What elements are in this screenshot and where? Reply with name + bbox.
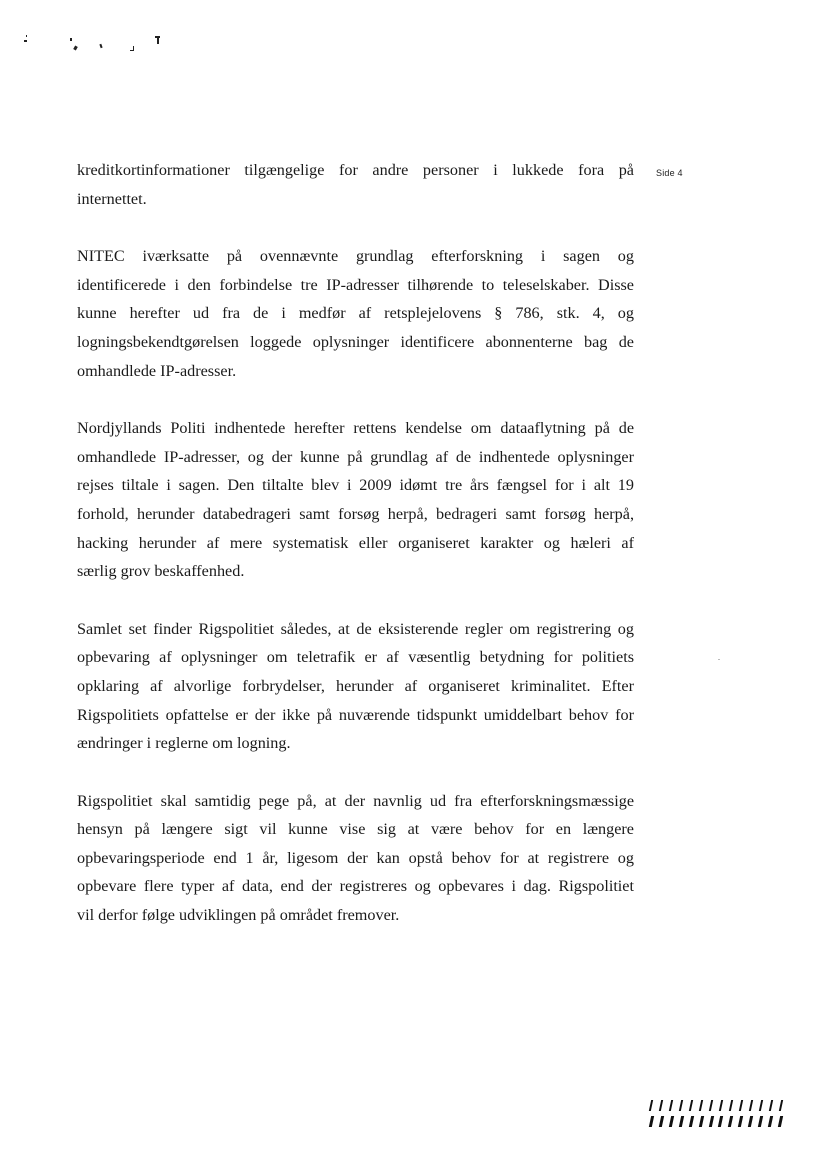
text-line: kreditkortinformationer tilgængelige for andre personer i lukkede fora på	[77, 161, 634, 179]
text-line: vil derfor følge udviklingen på området fremover.	[77, 906, 400, 925]
document-body	[77, 156, 634, 959]
text-line: opbevaring af oplysninger om teletrafik er af væsentlig betydning for politiets	[77, 648, 634, 667]
scan-speck	[157, 37, 159, 44]
barcode-row-bottom	[650, 1116, 782, 1127]
text-line: omhandlede IP-adresser.	[77, 361, 237, 380]
paragraph-4	[77, 615, 634, 758]
text-line: kunne herefter ud fra de i medfør af retsplejelovens § 786, stk. 4, og	[77, 304, 634, 323]
scan-artifacts	[20, 28, 180, 58]
text-line: opbevare flere typer af data, end der registreres og opbevares i dag. Rigspolitiet	[77, 877, 634, 896]
text-line: Rigspolitiets opfattelse er der ikke på nuværende tidspunkt umiddelbart behov for	[77, 705, 634, 724]
text-line: forhold, herunder databedrageri samt forsøg herpå, bedrageri samt forsøg herpå,	[77, 504, 634, 523]
paragraph-1	[77, 156, 634, 213]
text-line: hensyn på længere sigt vil kunne vise sig at være behov for en længere	[77, 820, 634, 839]
scan-speck	[73, 46, 78, 51]
text-line: særlig grov beskaffenhed.	[77, 562, 245, 581]
text-line: NITEC iværksatte på ovennævnte grundlag efterforskning i sagen og	[77, 247, 634, 266]
paragraph-2	[77, 242, 634, 385]
text-line: opbevaringsperiode end 1 år, ligesom der kan opstå behov for at registrere og	[77, 848, 634, 867]
text-line: ændringer i reglerne om logning.	[77, 734, 291, 753]
text-line: logningsbekendtgørelsen loggede oplysninger identificere abonnenterne bag de	[77, 332, 634, 351]
scan-speck	[24, 40, 27, 42]
text-line: identificerede i den forbindelse tre IP-adresser tilhørende to teleselskaber. Disse	[77, 275, 634, 294]
scan-speck	[718, 659, 720, 660]
scan-speck	[133, 46, 134, 51]
text-line: hacking herunder af mere systematisk eller organiseret karakter og hæleri af	[77, 533, 634, 552]
text-line: Nordjyllands Politi indhentede herefter rettens kendelse om dataaflytning på de	[77, 419, 634, 438]
text-line: Samlet set finder Rigspolitiet således, at de eksisterende regler om registrering og	[77, 619, 634, 638]
page-number: Side 4	[656, 168, 683, 178]
text-line: omhandlede IP-adresser, og der kunne på grundlag af de indhentede oplysninger	[77, 447, 634, 466]
text-line: opklaring af alvorlige forbrydelser, herunder af organiseret kriminalitet. Efter	[77, 676, 634, 695]
barcode-row-top	[650, 1100, 782, 1111]
scan-speck	[26, 35, 27, 37]
scan-speck	[99, 44, 102, 48]
barcode	[650, 1100, 782, 1128]
text-line: rejses tiltale i sagen. Den tiltalte blev i 2009 idømt tre års fængsel for i alt 19	[77, 476, 634, 495]
paragraph-3	[77, 414, 634, 586]
scan-speck	[70, 38, 72, 41]
paragraph-5	[77, 787, 634, 930]
text-line: internettet.	[77, 189, 147, 208]
text-line: Rigspolitiet skal samtidig pege på, at der navnlig ud fra efterforskningsmæssige	[77, 791, 634, 810]
